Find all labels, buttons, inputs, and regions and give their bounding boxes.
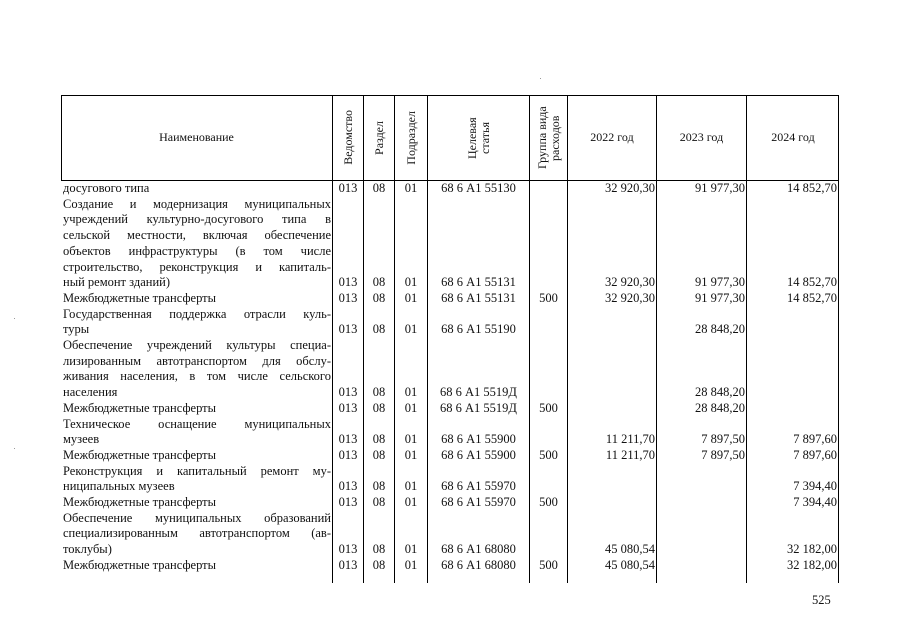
cell-razdel: 08: [372, 432, 386, 447]
cell-razdel: 08: [372, 542, 386, 557]
table-row: [61, 558, 839, 574]
cell-razdel: 08: [372, 290, 386, 305]
row-name-line: Реконструкция и капитальный ремонт му-: [63, 463, 331, 478]
cell-y2024: 7 897,60: [793, 432, 837, 447]
cell-y2023: 91 977,30: [695, 275, 745, 290]
header-celevaya-statya: Целевая статья: [464, 116, 492, 159]
cell-celevaya: 68 6 А1 55131: [441, 275, 516, 290]
table-row: [61, 401, 839, 417]
cell-podrazdel: 01: [404, 447, 418, 462]
cell-podrazdel: 01: [404, 432, 418, 447]
cell-razdel: 08: [372, 181, 386, 195]
cell-gruppa: 500: [539, 290, 558, 305]
cell-podrazdel: 01: [404, 385, 418, 400]
header-name: Наименование: [159, 130, 234, 144]
cell-ved: 013: [338, 447, 358, 462]
row-name: [63, 417, 331, 448]
table-row: [61, 495, 839, 511]
cell-celevaya: 68 6 А1 55970: [441, 479, 516, 494]
row-name-line: Государственная поддержка отрасли куль-: [63, 306, 331, 321]
table-row: [61, 291, 839, 307]
cell-ved: 013: [338, 432, 358, 447]
row-name-line: объектов инфраструктуры (в том числе: [63, 243, 331, 258]
row-name: [63, 511, 331, 558]
row-name-line: Межбюджетные трансферты: [63, 447, 217, 462]
cell-razdel: 08: [372, 479, 386, 494]
cell-celevaya: 68 6 А1 5519Д: [440, 385, 517, 400]
cell-y2022: 32 920,30: [605, 290, 655, 305]
row-name-line: музеев: [63, 432, 100, 447]
cell-ved: 013: [338, 495, 358, 509]
row-name: [63, 401, 331, 417]
cell-ved: 013: [338, 400, 358, 415]
cell-podrazdel: 01: [404, 542, 418, 557]
cell-y2023: 91 977,30: [695, 290, 745, 305]
cell-razdel: 08: [372, 557, 386, 572]
row-name-line: Техническое оснащение муниципальных: [63, 416, 331, 431]
cell-ved: 013: [338, 385, 358, 400]
cell-ved: 013: [338, 290, 358, 305]
row-name: [63, 448, 331, 464]
row-name-line: специализированным автотранспортом (ав-: [63, 526, 331, 541]
row-name-line: ный ремонт зданий): [63, 275, 170, 290]
cell-y2024: 14 852,70: [787, 290, 837, 305]
cell-razdel: 08: [372, 400, 386, 415]
row-name-line: туры: [63, 322, 90, 337]
row-name-line: досугового типа: [63, 181, 150, 195]
cell-y2024: 32 182,00: [787, 557, 837, 572]
cell-celevaya: 68 6 А1 55900: [441, 432, 516, 447]
cell-ved: 013: [338, 181, 358, 195]
cell-celevaya: 68 6 А1 68080: [441, 557, 516, 572]
row-name-line: Межбюджетные трансферты: [63, 495, 217, 509]
header-razdel: Раздел: [371, 120, 386, 155]
cell-y2022: 32 920,30: [605, 275, 655, 290]
cell-y2023: 7 897,50: [701, 447, 745, 462]
cell-y2024: 7 897,60: [793, 447, 837, 462]
cell-y2023: 28 848,20: [695, 385, 745, 400]
table-row: [61, 181, 839, 197]
cell-podrazdel: 01: [404, 290, 418, 305]
cell-gruppa: 500: [539, 495, 558, 509]
header-gruppa-vida-rashodov: Группа вида расходов: [534, 106, 562, 169]
row-name-line: учреждений культурно-досугового типа в: [63, 212, 331, 227]
row-name-line: Межбюджетные трансферты: [63, 400, 217, 415]
row-name-line: живания населения, в том числе сельского: [63, 369, 331, 384]
header-2024: 2024 год: [771, 130, 815, 144]
cell-y2024: 7 394,40: [793, 479, 837, 494]
column-border: [61, 95, 62, 180]
cell-y2024: 7 394,40: [793, 495, 837, 509]
row-name-line: Межбюджетные трансферты: [63, 557, 217, 572]
row-name: [63, 558, 331, 574]
cell-gruppa: 500: [539, 400, 558, 415]
row-name: [63, 181, 331, 197]
cell-celevaya: 68 6 А1 55190: [441, 322, 516, 337]
cell-y2022: 45 080,54: [605, 542, 655, 557]
row-name-line: Создание и модернизация муниципальных: [63, 196, 331, 211]
cell-ved: 013: [338, 479, 358, 494]
cell-podrazdel: 01: [404, 495, 418, 509]
cell-y2022: 45 080,54: [605, 557, 655, 572]
cell-y2023: 28 848,20: [695, 400, 745, 415]
row-name-line: Обеспечение учреждений культуры специа-: [63, 338, 331, 352]
scan-speck: [14, 448, 15, 449]
cell-gruppa: 500: [539, 557, 558, 572]
cell-podrazdel: 01: [404, 181, 418, 195]
cell-ved: 013: [338, 322, 358, 337]
row-name-line: Обеспечение муниципальных образований: [63, 510, 331, 525]
cell-celevaya: 68 6 А1 68080: [441, 542, 516, 557]
cell-razdel: 08: [372, 385, 386, 400]
table-row: [61, 417, 839, 448]
cell-y2022: 32 920,30: [605, 181, 655, 195]
cell-celevaya: 68 6 А1 55130: [441, 181, 516, 195]
header-podrazdel: Подраздел: [403, 110, 418, 165]
cell-y2024: 14 852,70: [787, 181, 837, 195]
row-name: [63, 307, 331, 338]
header-2023: 2023 год: [679, 130, 724, 144]
cell-y2023: 7 897,50: [701, 432, 745, 447]
cell-y2022: 11 211,70: [605, 432, 655, 447]
cell-gruppa: 500: [539, 447, 558, 462]
row-name: [63, 338, 331, 401]
header-vedomstvo: Ведомство: [340, 110, 355, 165]
cell-celevaya: 68 6 А1 55900: [441, 447, 516, 462]
budget-table: [61, 95, 839, 583]
row-name: [63, 495, 331, 511]
cell-podrazdel: 01: [404, 479, 418, 494]
cell-podrazdel: 01: [404, 557, 418, 572]
cell-y2022: 11 211,70: [605, 447, 655, 462]
cell-y2023: 28 848,20: [695, 322, 745, 337]
scan-speck: [14, 318, 15, 319]
cell-razdel: 08: [372, 447, 386, 462]
cell-ved: 013: [338, 542, 358, 557]
cell-y2023: 91 977,30: [695, 181, 745, 195]
table-row: [61, 338, 839, 401]
table-row: [61, 197, 839, 291]
cell-podrazdel: 01: [404, 400, 418, 415]
row-name-line: Межбюджетные трансферты: [63, 290, 217, 305]
cell-podrazdel: 01: [404, 322, 418, 337]
cell-razdel: 08: [372, 495, 386, 509]
cell-y2024: 14 852,70: [787, 275, 837, 290]
scan-speck: [540, 78, 541, 79]
cell-y2024: 32 182,00: [787, 542, 837, 557]
table-row: [61, 464, 839, 495]
cell-celevaya: 68 6 А1 55970: [441, 495, 516, 509]
table-row: [61, 511, 839, 558]
cell-ved: 013: [338, 275, 358, 290]
row-name: [63, 197, 331, 291]
cell-ved: 013: [338, 557, 358, 572]
row-name-line: лизированным автотранспортом для обслу-: [63, 353, 331, 368]
row-name-line: токлубы): [63, 542, 112, 557]
cell-razdel: 08: [372, 275, 386, 290]
row-name: [63, 291, 331, 307]
row-name-line: сельской местности, включая обеспечение: [63, 228, 331, 243]
header-2022: 2022 год: [590, 130, 634, 144]
table-row: [61, 307, 839, 338]
row-name-line: строительство, реконструкция и капиталь-: [63, 259, 331, 274]
row-name-line: населения: [63, 385, 118, 400]
cell-celevaya: 68 6 А1 5519Д: [440, 400, 517, 415]
cell-razdel: 08: [372, 322, 386, 337]
row-name: [63, 464, 331, 495]
cell-celevaya: 68 6 А1 55131: [441, 290, 516, 305]
page-number: 525: [812, 593, 831, 607]
row-name-line: ниципальных музеев: [63, 479, 175, 494]
table-row: [61, 448, 839, 464]
cell-podrazdel: 01: [404, 275, 418, 290]
